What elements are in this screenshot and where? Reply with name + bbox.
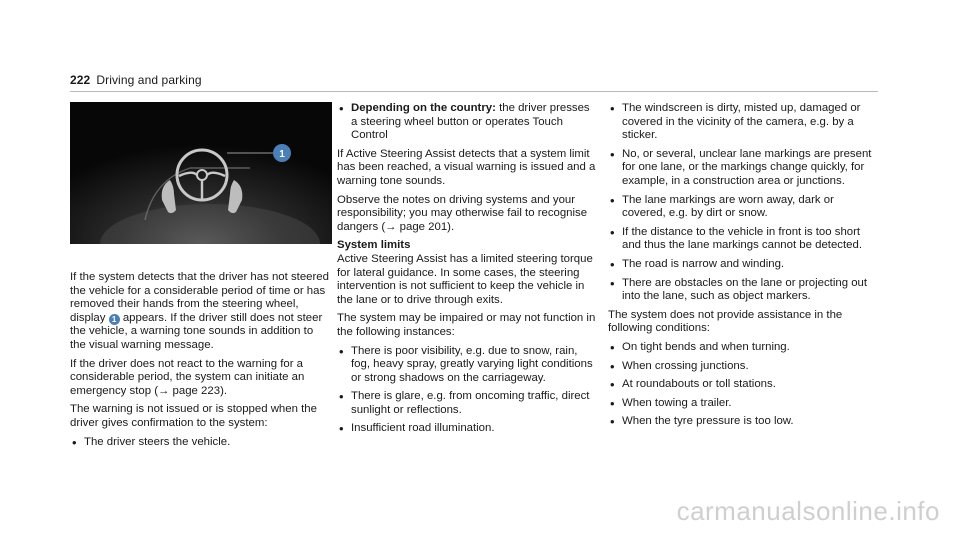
paragraph: Active Steering Assist has a limited steering torque for lateral guidance. In some cases, the steering intervention is not sufficient to keep the vehicle in the lane or to drive through exits.: [337, 252, 593, 306]
paragraph: If Active Steering Assist detects that a system limit has been reached, a visual warning is issued and a warning tone sounds.: [337, 147, 596, 187]
column-right: [608, 102, 878, 434]
list-item: • When towing a trailer.: [608, 397, 878, 411]
page-header: [70, 73, 202, 87]
callout-number: 1: [279, 149, 285, 160]
list-item: • The windscreen is dirty, misted up, damaged or covered in the vicinity of the camera, e.g. by a sticker.: [608, 102, 878, 143]
column-left: [70, 271, 332, 454]
bullet-list: [70, 436, 332, 450]
list-item: • If the distance to the vehicle in front is too short and thus the lane markings cannot be detected.: [608, 226, 878, 253]
header-divider: [70, 91, 878, 92]
bullet-list: [608, 102, 878, 304]
list-item: • On tight bends and when turning.: [608, 341, 878, 355]
paragraph: Observe the notes on driving systems and your responsibility; you may otherwise fail to recognise dangers (→ page 201).: [337, 193, 588, 233]
list-item: • At roundabouts or toll stations.: [608, 378, 878, 392]
section-heading: System limits: [337, 239, 411, 252]
paragraph: The system may be impaired or may not function in the following instances:: [337, 312, 596, 338]
bullet-list: [608, 341, 878, 429]
bullet-list: [337, 345, 599, 437]
section-title: Driving and parking: [96, 73, 202, 87]
list-item: • No, or several, unclear lane markings are present for one lane, or the markings change quickly, for example, in a construction area or junctions.: [608, 148, 878, 189]
display-marker-icon: 1: [109, 314, 120, 325]
list-item: • Insufficient road illumination.: [337, 422, 599, 436]
paragraph: If the driver does not react to the warning for a considerable period, the system can initiate an emergency stop (→ page 223).: [70, 357, 305, 397]
bullet-list: [337, 102, 599, 143]
paragraph: If the system detects that the driver has not steered the vehicle for a considerable period of time or has removed their hands from the steering wheel, display 1 appears. If the driver still does not steer the vehicle, a warning tone sounds in addition to the visual warning message.: [70, 271, 329, 351]
list-item: • When the tyre pressure is too low.: [608, 415, 878, 429]
steering-wheel-graphic: [70, 102, 332, 244]
list-item: • There are obstacles on the lane or projecting out into the lane, such as object markers.: [608, 277, 878, 304]
watermark: carmanualsonline.info: [676, 496, 940, 526]
list-item: • The road is narrow and winding.: [608, 258, 878, 272]
page-number: 222: [70, 73, 91, 87]
list-item: • The lane markings are worn away, dark or covered, e.g. by dirt or snow.: [608, 194, 878, 221]
steering-wheel-illustration: [70, 102, 332, 244]
list-item: • Depending on the country: the driver presses a steering wheel button or operates Touch Control: [337, 102, 599, 143]
paragraph: The system does not provide assistance in the following conditions:: [608, 308, 843, 335]
column-middle: [337, 102, 599, 441]
list-item: • The driver steers the vehicle.: [70, 436, 332, 450]
list-item: • When crossing junctions.: [608, 360, 878, 374]
paragraph: The warning is not issued or is stopped when the driver gives confirmation to the system:: [70, 403, 317, 429]
list-item: • There is poor visibility, e.g. due to snow, rain, fog, heavy spray, greatly varying light conditions or strong shadows on the carriageway.: [337, 345, 599, 386]
list-item: • There is glare, e.g. from oncoming traffic, direct sunlight or reflections.: [337, 390, 599, 417]
